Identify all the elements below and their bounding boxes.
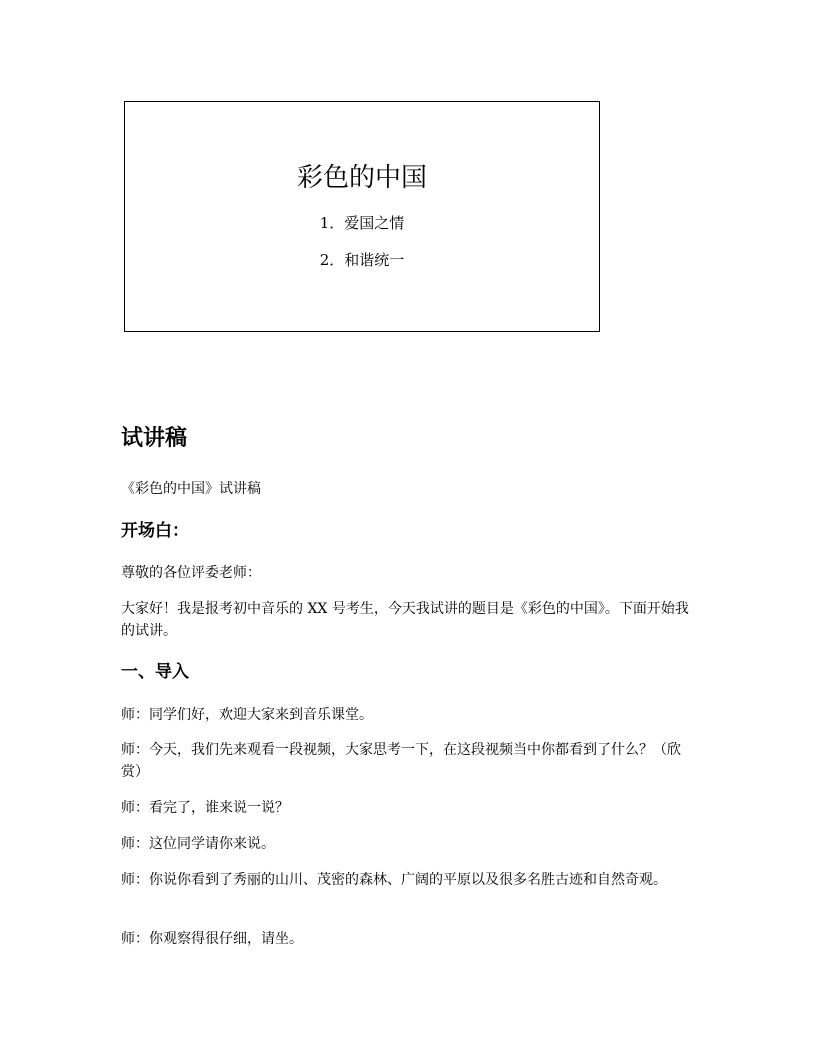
- dialogue-line: 师：今天，我们先来观看一段视频，大家思考一下，在这段视频当中你都看到了什么？（欣赏）: [121, 742, 681, 780]
- dialogue-line: 师：你说你看到了秀丽的山川、茂密的森林、广阔的平原以及很多名胜古迹和自然奇观。: [121, 872, 667, 888]
- dialogue-line: 师：你观察得很仔细，请坐。: [121, 931, 303, 947]
- document-heading: 试讲稿: [121, 426, 188, 451]
- greeting-paragraph: 尊敬的各位评委老师：: [121, 565, 261, 581]
- dialogue-line: 师：这位同学请你来说。: [121, 836, 275, 852]
- slide-thumbnail: [124, 101, 600, 332]
- slide-title: 彩色的中国: [296, 163, 427, 193]
- document-subtitle: 《彩色的中国》试讲稿: [121, 481, 261, 497]
- dialogue-line: 师：看完了，谁来说一说？: [121, 800, 289, 816]
- slide-item: 2．和谐统一: [319, 251, 405, 269]
- slide-item: 1．爱国之情: [319, 214, 405, 232]
- dialogue-line: 师：同学们好，欢迎大家来到音乐课堂。: [121, 707, 373, 723]
- section-heading: 一、导入: [121, 662, 189, 682]
- intro-paragraph: 大家好！我是报考初中音乐的 XX 号考生，今天我试讲的题目是《彩色的中国》。下面开始我的试讲。: [121, 601, 689, 639]
- opening-heading: 开场白：: [121, 521, 189, 541]
